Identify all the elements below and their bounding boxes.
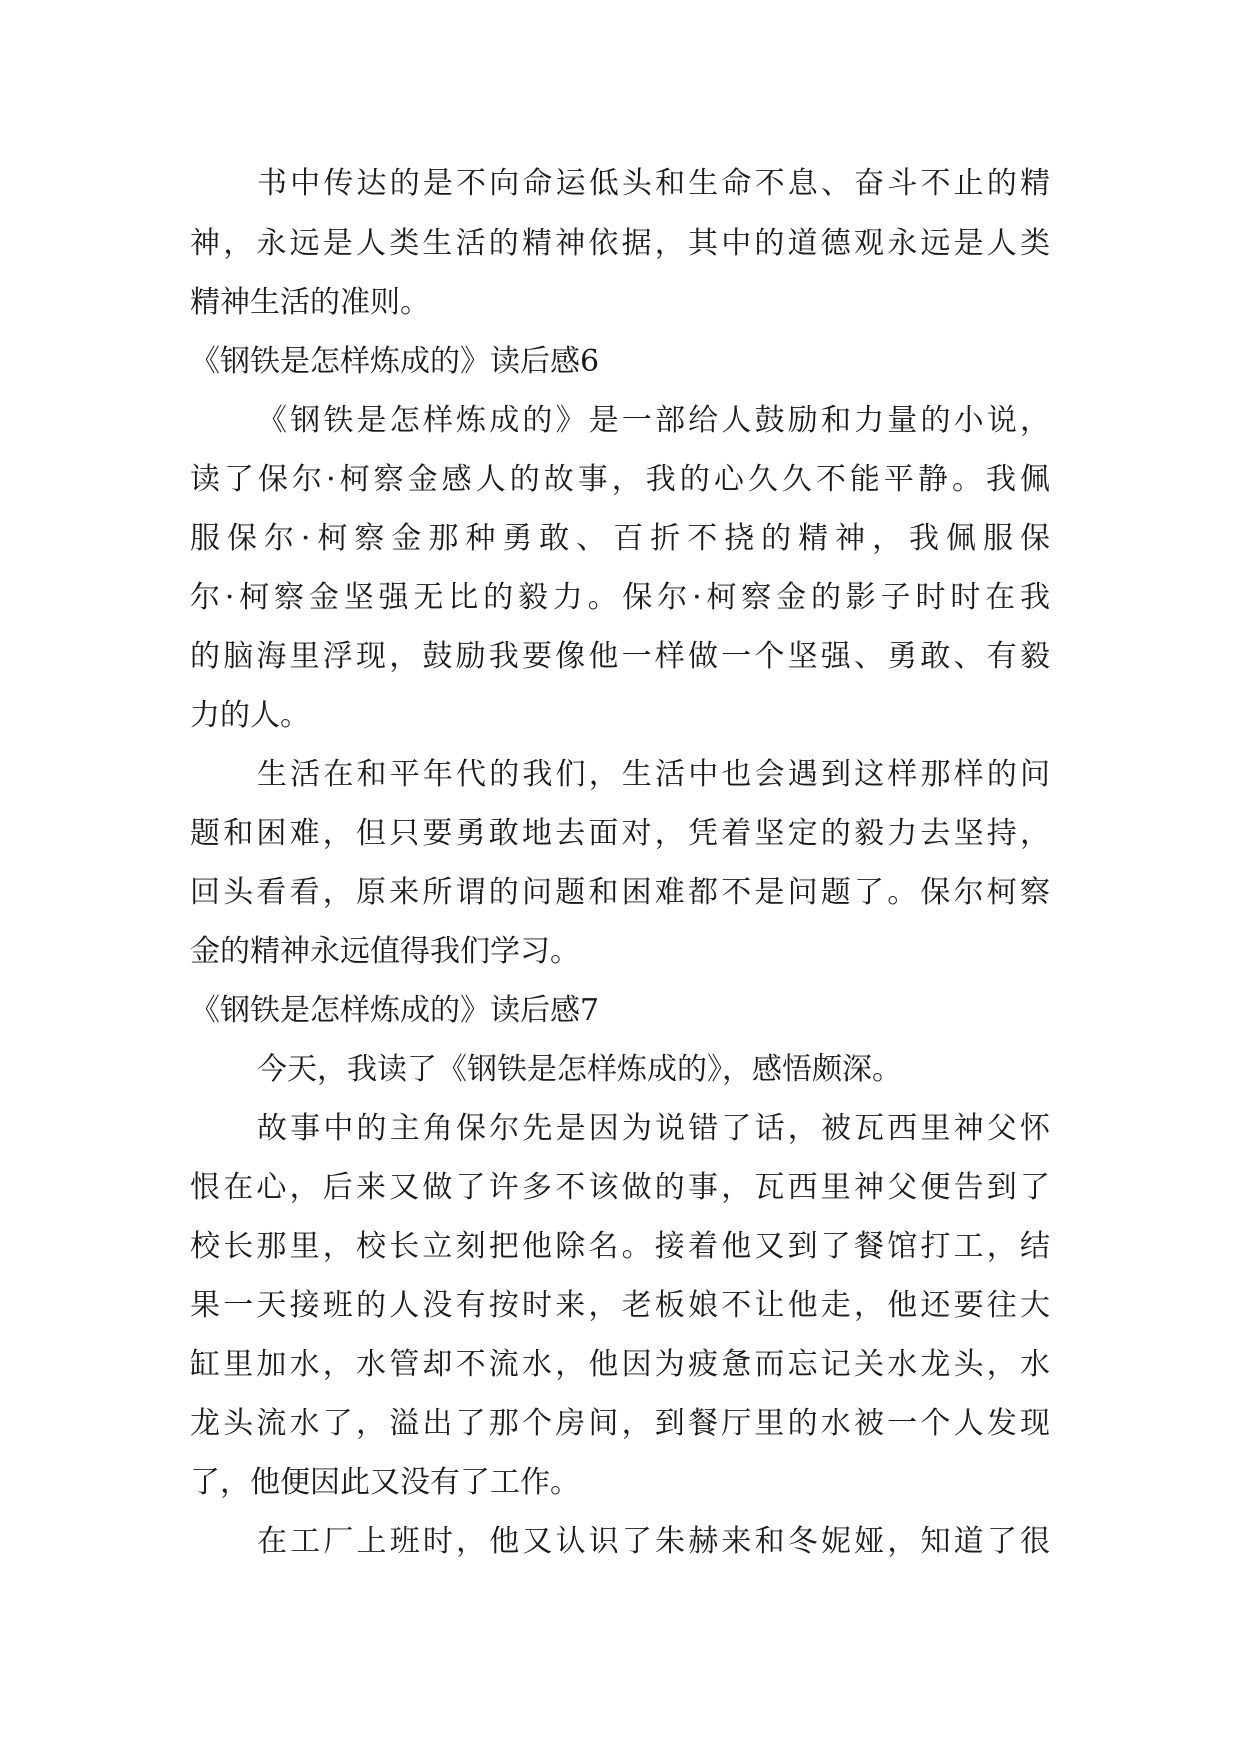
paragraph-line: 龙头流水了，溢出了那个房间，到餐厅里的水被一个人发现 (190, 1406, 1050, 1441)
paragraph-line: 故事中的主角保尔先是因为说错了话，被瓦西里神父怀 (257, 1111, 1050, 1146)
paragraph-line: 书中传达的是不向命运低头和生命不息、奋斗不止的精 (257, 166, 1050, 201)
paragraph-line: 服保尔·柯察金那种勇敢、百折不挠的精神，我佩服保 (190, 521, 1050, 556)
paragraph-line: 神，永远是人类生活的精神依据，其中的道德观永远是人类 (190, 226, 1050, 261)
paragraph-line: 尔·柯察金坚强无比的毅力。保尔·柯察金的影子时时在我 (190, 580, 1050, 615)
paragraph-line: 金的精神永远值得我们学习。 (190, 934, 580, 969)
paragraph-line: 读了保尔·柯察金感人的故事，我的心久久不能平静。我佩 (190, 462, 1050, 497)
paragraph-line: 生活在和平年代的我们，生活中也会遇到这样那样的问 (257, 757, 1050, 792)
paragraph-line: 《钢铁是怎样炼成的》是一部给人鼓励和力量的小说， (257, 403, 1050, 438)
paragraph-line: 回头看看，原来所谓的问题和困难都不是问题了。保尔柯察 (190, 875, 1050, 910)
paragraph-line: 的脑海里浮现，鼓励我要像他一样做一个坚强、勇敢、有毅 (190, 639, 1050, 674)
paragraph-line: 精神生活的准则。 (190, 285, 430, 320)
paragraph-line: 恨在心，后来又做了许多不该做的事，瓦西里神父便告到了 (190, 1170, 1050, 1205)
paragraph-line: 今天，我读了《钢铁是怎样炼成的》，感悟颇深。 (257, 1052, 902, 1087)
paragraph-line: 校长那里，校长立刻把他除名。接着他又到了餐馆打工，结 (190, 1229, 1050, 1264)
paragraph-line: 力的人。 (190, 698, 310, 733)
paragraph-line: 果一天接班的人没有按时来，老板娘不让他走，他还要往大 (190, 1288, 1050, 1323)
paragraph-line: 了，他便因此又没有了工作。 (190, 1465, 580, 1500)
paragraph-line: 缸里加水，水管却不流水，他因为疲惫而忘记关水龙头，水 (190, 1347, 1050, 1382)
paragraph-line: 题和困难，但只要勇敢地去面对，凭着坚定的毅力去坚持， (190, 816, 1050, 851)
section-heading: 《钢铁是怎样炼成的》读后感6 (190, 344, 600, 379)
section-heading: 《钢铁是怎样炼成的》读后感7 (190, 993, 600, 1028)
paragraph-line: 在工厂上班时，他又认识了朱赫来和冬妮娅，知道了很 (257, 1524, 1050, 1559)
